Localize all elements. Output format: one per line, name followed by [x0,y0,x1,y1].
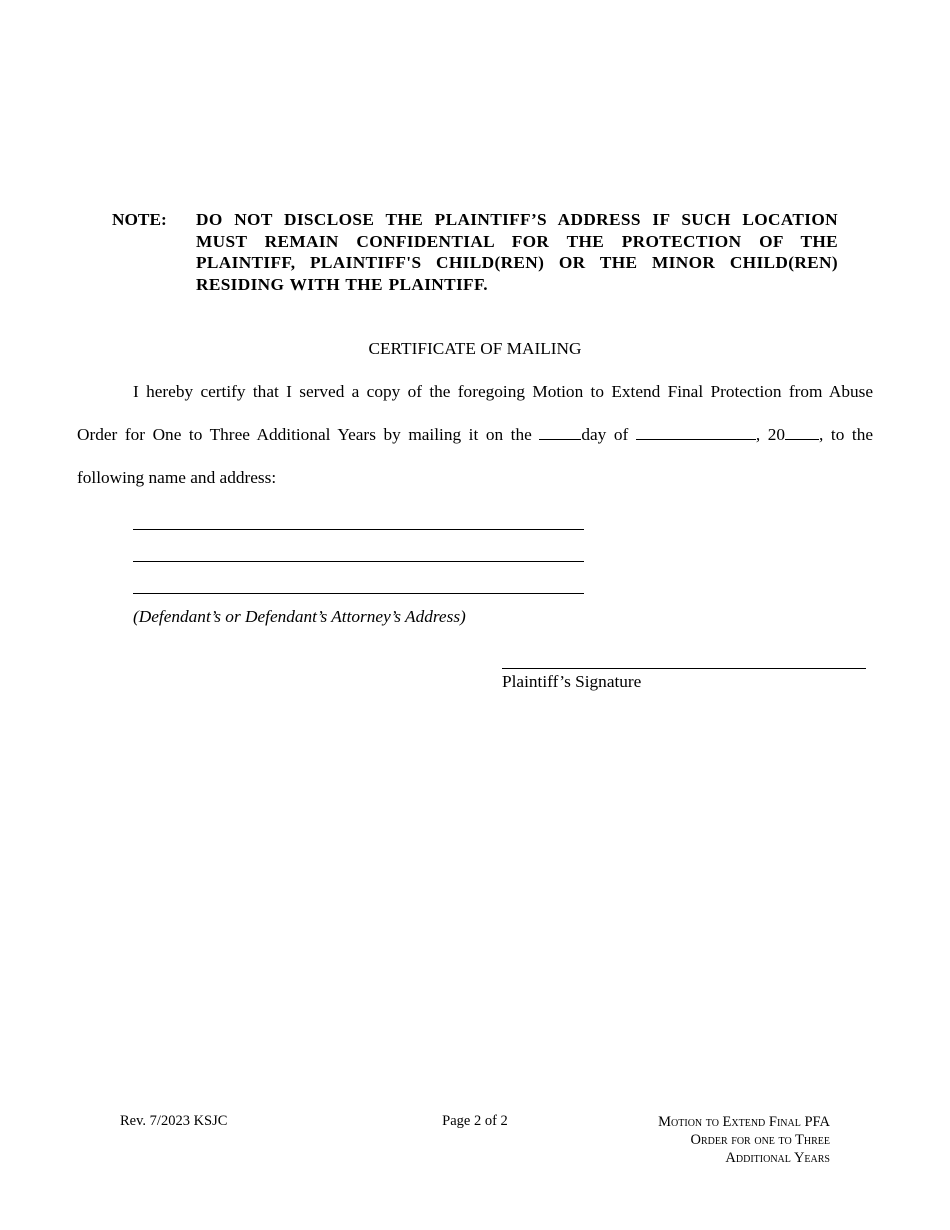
note-text: DO NOT DISCLOSE THE PLAINTIFF’S ADDRESS IF SUCH LOCATION MUST REMAIN CONFIDENTIAL FOR THE PROTECTION OF THE PLAINTIFF, PLAINTIFF'S CHILD(REN) OR THE MINOR CHILD(REN) RESIDING WITH THE PLAINTIFF. [196,210,838,294]
footer-form-title-line-2: Order for one to Three [690,1132,830,1148]
line2-text-c: , 20 [755,425,786,444]
signature-label: Plaintiff’s Signature [502,672,642,691]
address-line-3[interactable] [133,593,584,594]
footer-page-number: Page 2 of 2 [442,1113,508,1129]
address-line-2[interactable] [133,561,584,562]
footer-form-title-line-1: Motion to Extend Final PFA [658,1114,830,1130]
certificate-text-line-3: following name and address: [77,468,277,487]
year-blank-field[interactable] [785,425,819,440]
certificate-title: CERTIFICATE OF MAILING [368,339,582,358]
address-caption: (Defendant’s or Defendant’s Attorney’s Address) [133,607,466,626]
signature-line[interactable] [502,668,866,669]
certificate-text-line-1: I hereby certify that I served a copy of the foregoing Motion to Extend Final Protection from Abuse [133,382,873,401]
month-blank-field[interactable] [636,425,756,440]
line2-text-a: Order for One to Three Additional Years by mailing it on the [77,425,532,444]
address-line-1[interactable] [133,529,584,530]
line2-text-b: day of [581,425,629,444]
confidentiality-note [112,209,838,295]
footer-form-title [658,1113,830,1167]
certificate-text-line-2 [77,425,873,445]
footer-revision: Rev. 7/2023 KSJC [120,1113,228,1129]
note-label: NOTE: [112,210,167,229]
day-blank-field[interactable] [539,425,581,440]
line2-text-d: , to the [819,425,874,444]
footer-form-title-line-3: Additional Years [725,1150,830,1166]
